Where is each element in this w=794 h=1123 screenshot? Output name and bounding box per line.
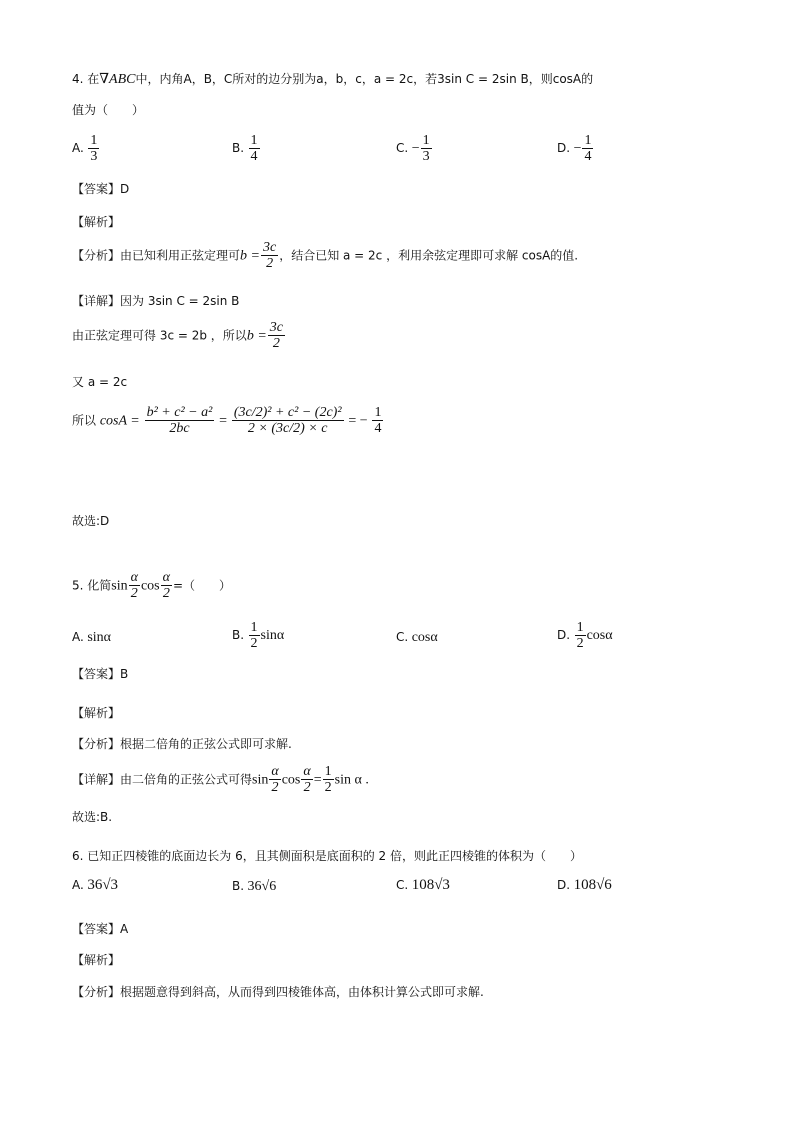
q4-stem-prefix: 4. 在 xyxy=(72,72,100,86)
q6-answer: 【答案】A xyxy=(72,922,129,936)
q4-option-b-den: 4 xyxy=(250,149,258,165)
q5-stem-frac1-num: α xyxy=(130,570,138,585)
q6-analysis-head: 【解析】 xyxy=(72,953,121,967)
q5-stem xyxy=(72,570,231,602)
q5-option-d-label: D. xyxy=(557,628,571,643)
q4-option-d-num: 1 xyxy=(584,133,592,148)
q4-option-d-sign: − xyxy=(573,141,582,157)
q5-stem-frac2-den: 2 xyxy=(162,586,170,602)
q6-option-c-text: 108√3 xyxy=(411,877,450,893)
q6-option-c-label: C. xyxy=(396,878,409,892)
q4-option-d[interactable] xyxy=(557,133,594,165)
q5-detail-text: 【详解】由二倍角的正弦公式可得 xyxy=(72,772,253,787)
q5-detail-result: sin α . xyxy=(334,772,369,788)
q6-option-d-text: 108√6 xyxy=(573,877,612,893)
q4-option-a-label: A. xyxy=(72,141,84,156)
q6-option-b-text: 36√6 xyxy=(247,879,277,894)
q5-detail-frac1 xyxy=(269,764,280,796)
q4-option-b[interactable] xyxy=(232,133,261,165)
q4-detail-4-eq: = xyxy=(219,413,228,429)
q4-option-a-num: 1 xyxy=(90,133,98,148)
q5-option-b[interactable] xyxy=(232,620,284,652)
q4-option-c[interactable] xyxy=(396,133,433,165)
q4-detail-4-frac2 xyxy=(232,405,344,437)
q4-option-d-label: D. xyxy=(557,141,571,156)
q4-stem-tail: 值为（ ） xyxy=(72,103,145,117)
q4-option-d-fraction xyxy=(582,133,593,165)
q4-stem xyxy=(72,70,593,88)
q4-option-a-fraction xyxy=(88,133,99,165)
q5-option-b-text: sinα xyxy=(260,628,285,644)
q4-analysis-part1: 【分析】由已知利用正弦定理可 xyxy=(72,248,241,263)
q4-detail-4-den2: 2 × (3c/2) × c xyxy=(247,421,328,437)
q5-stem-frac1 xyxy=(129,570,140,602)
q5-option-d-num: 1 xyxy=(576,620,584,635)
q5-detail-cos: cos xyxy=(281,772,301,788)
q4-analysis-part2: ，结合已知 a = 2c ，利用余弦定理即可求解 cosA的值. xyxy=(279,248,579,263)
q5-detail-half-num: 1 xyxy=(324,764,332,779)
q4-detail-4-frac1 xyxy=(145,405,215,437)
q5-detail-sin: sin xyxy=(252,772,269,788)
q5-option-d-den: 2 xyxy=(576,636,584,652)
q4-detail-1: 【详解】因为 3sin C = 2sin B xyxy=(72,294,240,308)
q4-detail-4-num1: b² + c² − a² xyxy=(146,405,213,420)
q6-option-c[interactable] xyxy=(396,877,450,894)
q5-stem-prefix: 5. 化简 xyxy=(72,578,112,593)
q4-analysis xyxy=(72,240,578,272)
q5-detail-eq: = xyxy=(313,772,322,788)
q5-stem-frac2 xyxy=(161,570,172,602)
q4-detail-4-num2: (3c/2)² + c² − (2c)² xyxy=(233,405,342,420)
q4-analysis-head: 【解析】 xyxy=(72,215,121,229)
q4-option-d-den: 4 xyxy=(584,149,592,165)
q6-stem: 6. 已知正四棱锥的底面边长为 6，且其侧面积是底面积的 2 倍，则此正四棱锥的体积为（ ） xyxy=(72,849,582,863)
q5-detail-frac2-num: α xyxy=(303,764,311,779)
q4-analysis-num: 3c xyxy=(262,240,277,255)
q4-detail-2 xyxy=(72,320,286,352)
q4-conclusion: 故选:D xyxy=(72,514,110,528)
q5-analysis-head: 【解析】 xyxy=(72,706,121,720)
q4-analysis-b: b = xyxy=(240,248,260,264)
q4-option-b-fraction xyxy=(249,133,260,165)
q4-detail-2-b: b = xyxy=(246,328,267,344)
q6-option-d[interactable] xyxy=(557,877,612,894)
q5-option-b-den: 2 xyxy=(250,636,258,652)
q6-option-a-text: 36√3 xyxy=(87,877,119,893)
q4-option-c-fraction xyxy=(421,133,432,165)
q4-stem-body: 中，内角A，B，C所对的边分别为a，b，c，a = 2c，若3sin C = 2sin B，则cosA的 xyxy=(135,72,594,86)
q5-answer: 【答案】B xyxy=(72,667,129,681)
q4-option-a[interactable] xyxy=(72,133,100,165)
q4-detail-4-res-den: 4 xyxy=(374,421,382,437)
q4-detail-2-fraction xyxy=(268,320,285,352)
q5-option-a-label: A. xyxy=(72,630,84,644)
q6-option-d-label: D. xyxy=(557,878,571,892)
q4-analysis-fraction xyxy=(261,240,278,272)
q4-detail-3: 又 a = 2c xyxy=(72,375,128,389)
q5-detail-half-den: 2 xyxy=(324,780,332,796)
q4-answer: 【答案】D xyxy=(72,182,130,196)
q5-option-b-label: B. xyxy=(232,628,245,643)
q4-detail-4 xyxy=(72,405,384,437)
q5-stem-sin: sin xyxy=(111,578,128,594)
q5-analysis: 【分析】根据二倍角的正弦公式即可求解. xyxy=(72,737,292,751)
q6-analysis: 【分析】根据题意得到斜高，从而得到四棱锥体高，由体积计算公式即可求解. xyxy=(72,985,484,999)
q5-stem-cos: cos xyxy=(140,578,160,594)
q4-detail-4-den1: 2bc xyxy=(169,421,190,437)
q5-conclusion: 故选:B. xyxy=(72,810,113,824)
q4-detail-2-den: 2 xyxy=(272,336,280,352)
q5-detail xyxy=(72,764,369,796)
q6-option-a[interactable] xyxy=(72,877,118,894)
q5-detail-frac1-num: α xyxy=(271,764,279,779)
q5-detail-frac2-den: 2 xyxy=(303,780,311,796)
q6-option-b[interactable] xyxy=(232,879,276,895)
q5-option-b-num: 1 xyxy=(250,620,258,635)
q4-option-b-label: B. xyxy=(232,141,245,156)
q5-option-a[interactable] xyxy=(72,630,111,646)
q5-option-a-text: sinα xyxy=(87,630,111,645)
q5-detail-frac2 xyxy=(301,764,312,796)
q5-option-d[interactable] xyxy=(557,620,613,652)
q5-option-c-text: cosα xyxy=(411,630,438,645)
q5-stem-frac1-den: 2 xyxy=(130,586,138,602)
q5-stem-frac2-num: α xyxy=(162,570,170,585)
q4-triangle: ∇ABC xyxy=(99,72,136,87)
q4-detail-4-res-num: 1 xyxy=(374,405,382,420)
q5-option-c[interactable] xyxy=(396,630,438,646)
q5-option-d-fraction xyxy=(575,620,586,652)
q4-option-c-label: C. xyxy=(396,141,409,156)
q4-detail-4-cos: cosA = xyxy=(99,413,140,429)
q4-option-a-den: 3 xyxy=(90,149,98,165)
q5-option-d-text: cosα xyxy=(586,628,613,644)
q4-analysis-den: 2 xyxy=(266,256,274,272)
q6-option-a-label: A. xyxy=(72,878,84,892)
q4-detail-4-prefix: 所以 xyxy=(72,413,97,428)
q5-stem-suffix: =（ ） xyxy=(173,578,232,593)
q4-option-b-num: 1 xyxy=(250,133,258,148)
q4-option-c-num: 1 xyxy=(422,133,430,148)
q4-detail-4-result xyxy=(372,405,383,437)
q5-detail-frac1-den: 2 xyxy=(271,780,279,796)
q4-detail-4-eq2: = − xyxy=(348,413,368,429)
q5-detail-half xyxy=(323,764,334,796)
q4-option-c-sign: − xyxy=(411,141,420,157)
q5-option-b-fraction xyxy=(249,620,260,652)
q6-option-b-label: B. xyxy=(232,879,245,893)
q4-detail-2-text: 由正弦定理可得 3c = 2b ，所以 xyxy=(72,328,247,343)
q4-option-c-den: 3 xyxy=(422,149,430,165)
q4-detail-2-num: 3c xyxy=(269,320,283,335)
q5-option-c-label: C. xyxy=(396,630,409,644)
